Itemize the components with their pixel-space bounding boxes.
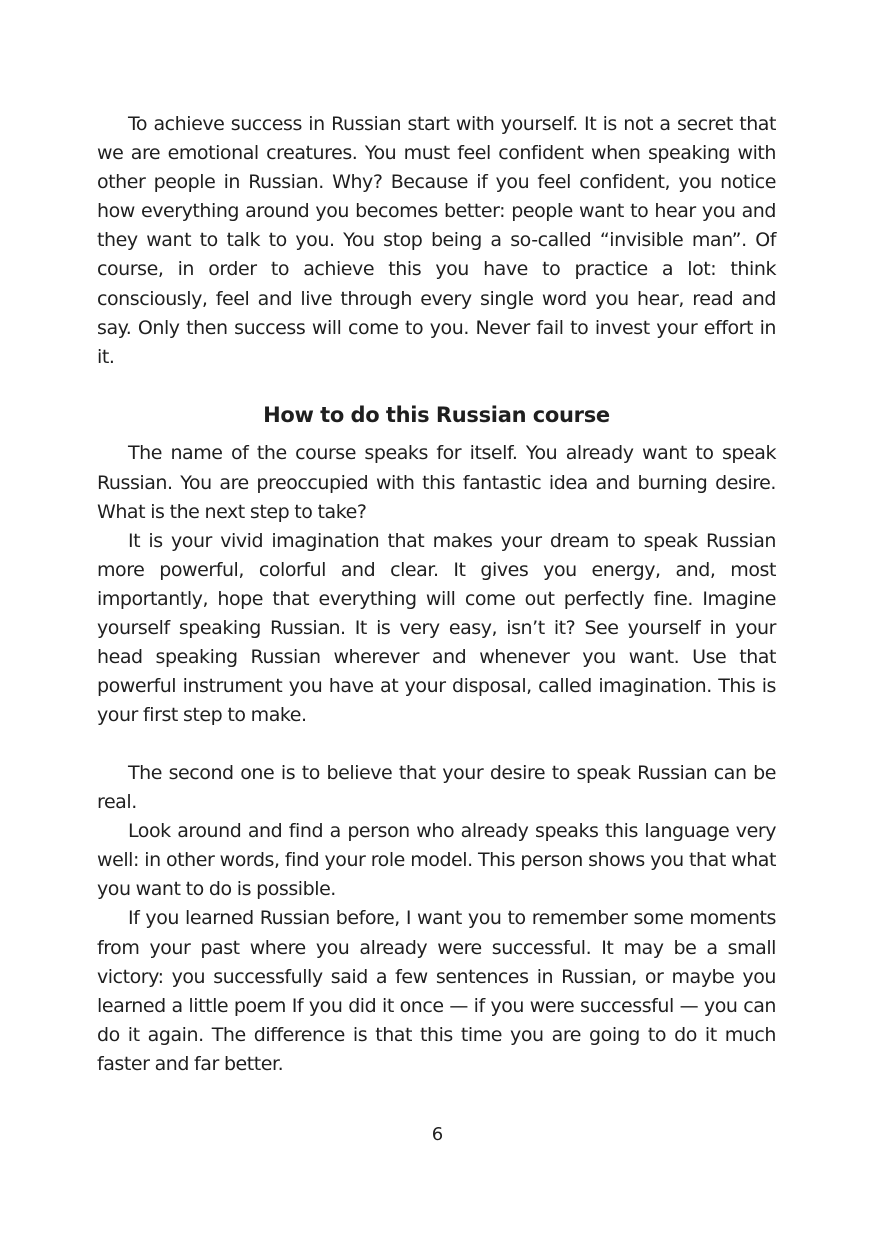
paragraph-5: If you learned Russian before, I want you to remember some moments from your past where you already were successful. It may be a small victory: you successfully said a few sentences in Russian, or maybe you learned a little poem If you did it once — if you were successful — you can do it again. The difference is that this time you are going to do it much faster and far better. <box>97 907 776 1075</box>
paragraph-1: The name of the course speaks for itself. You already want to speak Russian. You are preoccupied with this fantastic idea and burning desire. What is the next step to take? <box>97 442 776 523</box>
intro-paragraph: To achieve success in Russian start with yourself. It is not a secret that we are emotional creatures. You must feel confident when speaking with other people in Russian. Why? Because if you feel confident, you notice how everything around you becomes better: people want to hear you and they want to talk to you. You stop being a so-called “invisible man”. Of course, in order to achieve this you have to practice a lot: think consciously, feel and live through every single word you hear, read and say. Only then success will come to you. Never fail to invest your effort in it. <box>97 113 776 368</box>
page-number: 6 <box>431 1124 444 1145</box>
paragraph-4: Look around and find a person who already speaks this language very well: in other words, find your role model. This person shows you that what you want to do is possible. <box>97 820 776 901</box>
paragraph-3: The second one is to believe that your desire to speak Russian can be real. <box>97 761 776 814</box>
page-body <box>97 110 776 1079</box>
paragraph-2: It is your vivid imagination that makes your dream to speak Russian more powerful, colorful and clear. It gives you energy, and, most importantly, hope that everything will come out perfectly fine. Imagine yourself speaking Russian. It is very easy, isn’t it? See yourself in your head speaking Russian wherever and whenever you want. Use that powerful instrument you have at your disposal, called imagination. This is your first step to make. <box>97 529 776 727</box>
section-heading: How to do this Russian course <box>263 403 610 428</box>
